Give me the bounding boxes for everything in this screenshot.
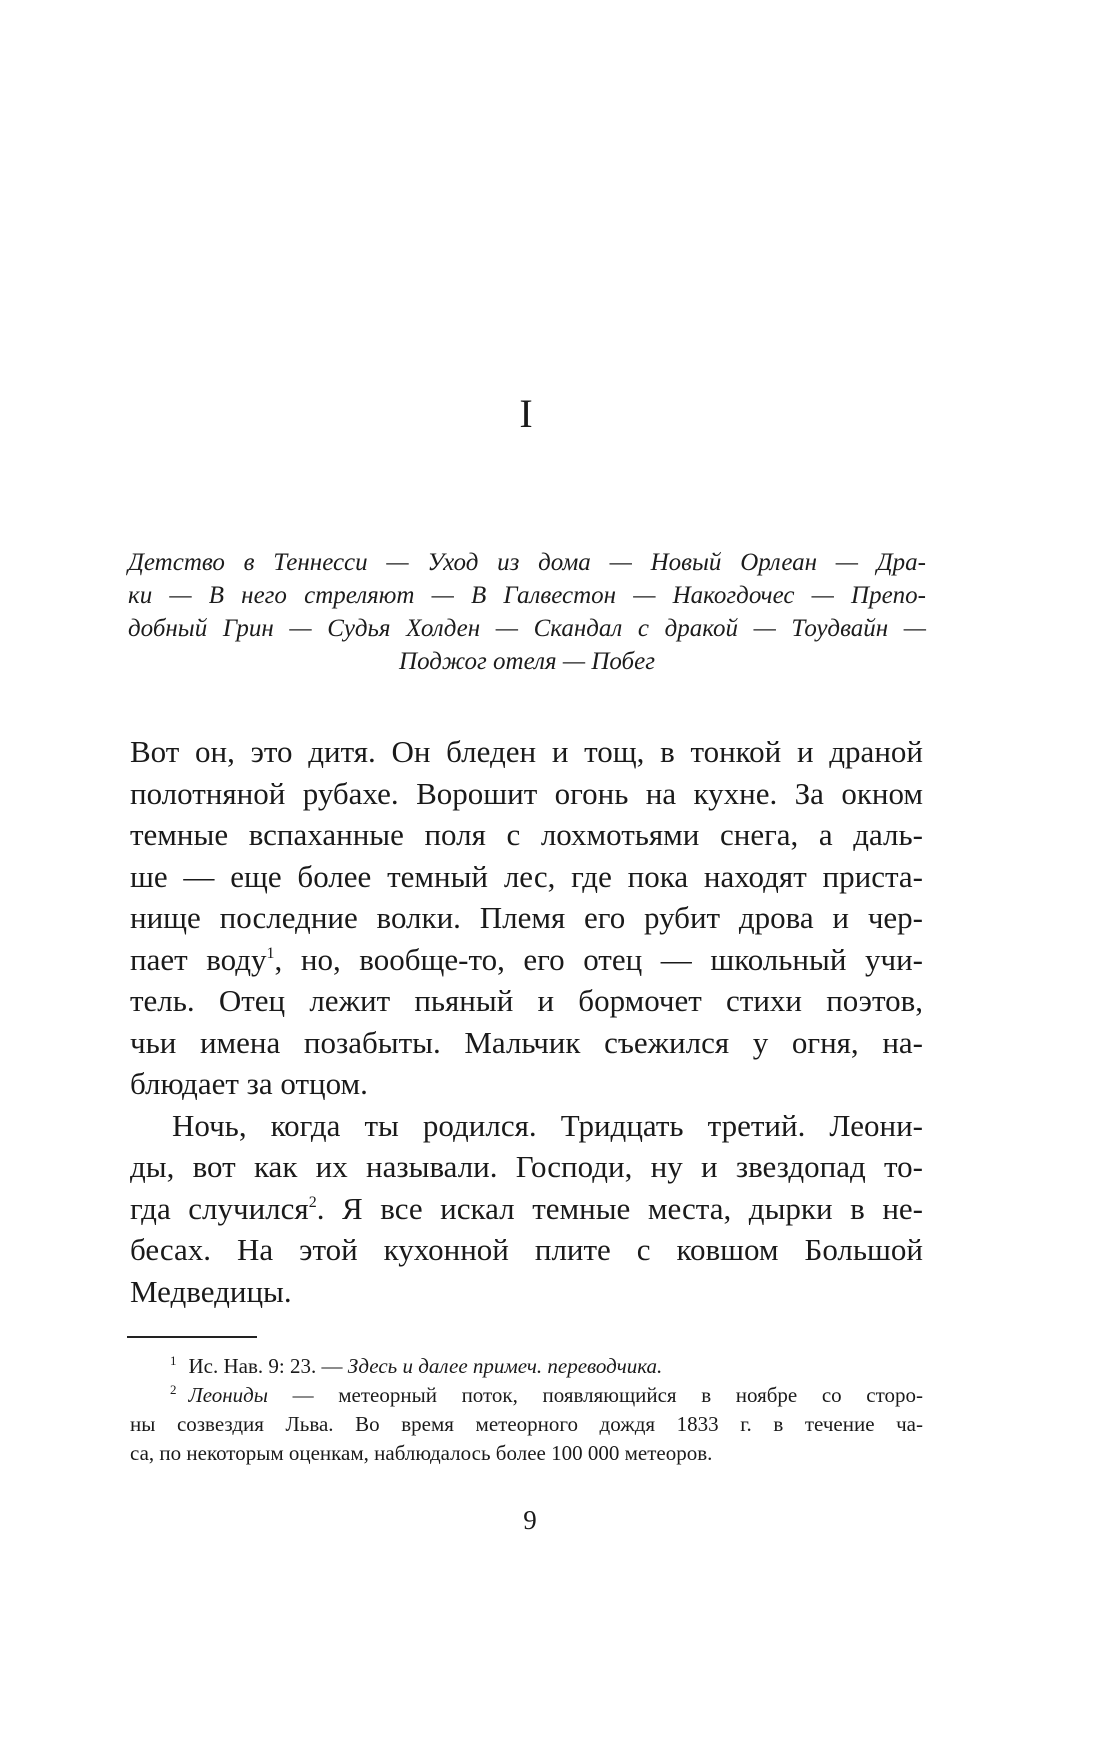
footnote-2-line: са, по некоторым оценкам, наблюдалось более 100 000 метеоров. xyxy=(130,1441,713,1465)
text-line: Ночь, когда ты родился. Тридцать третий. Леони- xyxy=(172,1107,923,1143)
footnotes xyxy=(130,1352,923,1468)
text-fragment: гда случился xyxy=(130,1190,309,1226)
footnote-reference-2[interactable]: 2 xyxy=(308,1193,317,1211)
chapter-synopsis xyxy=(128,546,926,678)
footnote-reference-1[interactable]: 1 xyxy=(266,944,275,962)
text-line: полотняной рубахе. Ворошит огонь на кухне. За окном xyxy=(130,775,923,811)
text-fragment: пает воду xyxy=(130,941,267,977)
text-line: ды, вот как их называли. Господи, ну и звездопад то- xyxy=(130,1149,923,1184)
text-fragment: . Я все искал темные места, дырки в не- xyxy=(316,1190,923,1226)
text-line: темные вспаханные поля с лохмотьями снега, а даль- xyxy=(130,817,923,852)
synopsis-line: добный Грин — Судья Холден — Скандал с дракой — Тоудвайн — xyxy=(128,615,926,642)
footnote-1 xyxy=(130,1352,923,1381)
footnote-text: — метеорный поток, появляющийся в ноябре со сторо- xyxy=(268,1383,923,1407)
text-line: ше — еще более темный лес, где пока находят приста- xyxy=(130,858,923,894)
synopsis-line: Поджог отеля — Побег xyxy=(399,648,655,675)
footnote-text: Ис. Нав. 9: 23. — xyxy=(188,1354,348,1378)
footnote-2-line xyxy=(130,1381,923,1410)
synopsis-line: ки — В него стреляют — В Галвестон — Накогдочес — Препо- xyxy=(128,582,926,609)
paragraph-2 xyxy=(130,1105,923,1313)
footnote-mark: 1 xyxy=(170,1353,177,1368)
text-line: блюдает за отцом. xyxy=(130,1066,368,1101)
paragraph-1 xyxy=(130,731,923,1105)
text-line xyxy=(130,939,923,981)
text-line xyxy=(130,1188,923,1230)
chapter-number: I xyxy=(519,391,533,436)
text-line: Медведицы. xyxy=(130,1273,292,1309)
text-line: чьи имена позабыты. Мальчик съежился у огня, на- xyxy=(130,1024,923,1060)
text-fragment: , но, вообще-то, его отец — школьный учи- xyxy=(274,941,923,977)
body-text xyxy=(130,731,923,1312)
footnote-mark: 2 xyxy=(170,1382,177,1397)
text-line: Вот он, это дитя. Он бледен и тощ, в тонкой и драной xyxy=(130,734,923,769)
footnote-italic-text: Здесь и далее примеч. переводчика. xyxy=(347,1354,663,1378)
page-number: 9 xyxy=(523,1505,537,1535)
text-line: бесах. На этой кухонной плите с ковшом Большой xyxy=(130,1232,923,1267)
text-line: тель. Отец лежит пьяный и бормочет стихи поэтов, xyxy=(130,983,923,1018)
synopsis-line: Детство в Теннесси — Уход из дома — Новый Орлеан — Дра- xyxy=(128,549,926,576)
footnote-divider xyxy=(127,1336,257,1338)
text-line: нище последние волки. Племя его рубит дрова и чер- xyxy=(130,900,923,935)
footnote-term: Леониды xyxy=(188,1383,269,1407)
footnote-2-line: ны созвездия Льва. Во время метеорного дождя 1833 г. в течение ча- xyxy=(130,1412,923,1436)
